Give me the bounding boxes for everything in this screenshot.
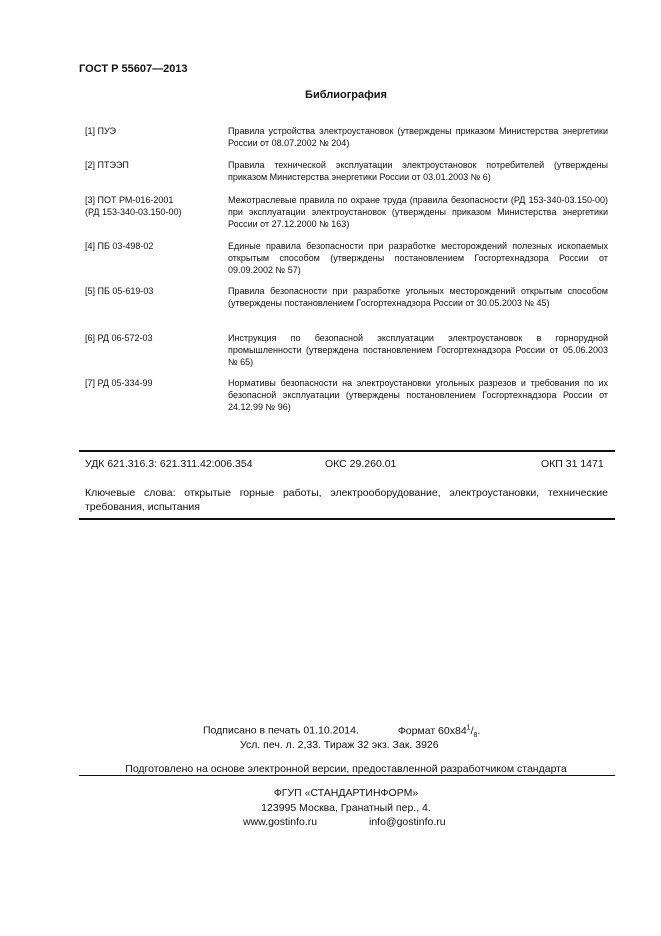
publisher-address: 123995 Москва, Гранатный пер., 4.	[261, 802, 431, 814]
udk-code: УДК 621.316.3: 621.311.42:006.354	[85, 458, 253, 470]
bib-ref: [6] РД 06-572-03	[85, 333, 153, 343]
bib-desc: Правила технической эксплуатации электроустановок потребителей (утверждены приказом Министерства энергетики России от 03.01.2003 № 6)	[228, 160, 608, 182]
publisher-email-link[interactable]: info@gostinfo.ru	[369, 816, 446, 828]
bib-ref: [3] ПОТ РМ-016-2001 (РД 153-340-03.150-00)	[85, 195, 182, 217]
bib-ref: [5] ПБ 05-619-03	[85, 286, 154, 296]
imprint-line-2: Усл. печ. л. 2,33. Тираж 32 экз. Зак. 3926	[240, 739, 439, 751]
publisher-website-link[interactable]: www.gostinfo.ru	[243, 816, 318, 828]
bib-desc: Межотраслевые правила по охране труда (правила безопасности (РД 153-340-03.150-00) при эксплуатации электроустановок (утверждены приказом Министерства энергетики России от 27.12.2000 № 163)	[228, 195, 608, 229]
page-title: Библиография	[305, 89, 387, 101]
bib-desc: Нормативы безопасности на электроустановки угольных разрезов и требования по их безопасной эксплуатации (утверждены постановлением Госгортехнадзора России от 24.12.99 № 96)	[228, 378, 608, 412]
okp-code: ОКП 31 1471	[541, 458, 604, 470]
bib-ref: [2] ПТЭЭП	[85, 160, 129, 170]
bib-desc: Правила устройства электроустановок (утверждены приказом Министерства энергетики России от 08.07.2002 № 204)	[228, 126, 608, 148]
bib-desc: Инструкция по безопасной эксплуатации электроустановок в горнорудной промышленности (утверждена постановлением Госгортехнадзора России от 05.06.2003 № 65)	[228, 333, 608, 367]
oks-code: ОКС 29.260.01	[325, 458, 397, 470]
imprint-line-1	[203, 724, 480, 739]
bib-ref: [1] ПУЭ	[85, 126, 116, 136]
publisher-name: ФГУП «СТАНДАРТИНФОРМ»	[273, 787, 419, 799]
bib-desc: Правила безопасности при разработке угольных месторождений открытым способом (утверждены постановлением Госгортехнадзора России от 30.05.2003 № 45)	[228, 286, 608, 308]
bib-ref: [7] РД 05-334-99	[85, 378, 153, 388]
divider-imprint	[79, 775, 615, 776]
keywords: Ключевые слова: открытые горные работы, электрооборудование, электроустановки, технические требования, испытания	[85, 487, 608, 513]
divider-top	[79, 450, 615, 452]
standard-code: ГОСТ Р 55607—2013	[79, 63, 188, 75]
paper-format: Формат $60x84^1/_8$.	[397, 724, 481, 739]
bib-desc: Единые правила безопасности при разработке месторождений полезных ископаемых открытым способом (утверждены постановлением Госгортехнадзора России от 09.09.2002 № 57)	[228, 241, 608, 275]
divider-bottom	[79, 518, 615, 520]
prepared-note: Подготовлено на основе электронной версии, предоставленной разработчиком стандарта	[125, 763, 567, 775]
signed-date: Подписано в печать 01.10.2014.	[203, 724, 359, 737]
bib-ref: [4] ПБ 03-498-02	[85, 241, 154, 251]
